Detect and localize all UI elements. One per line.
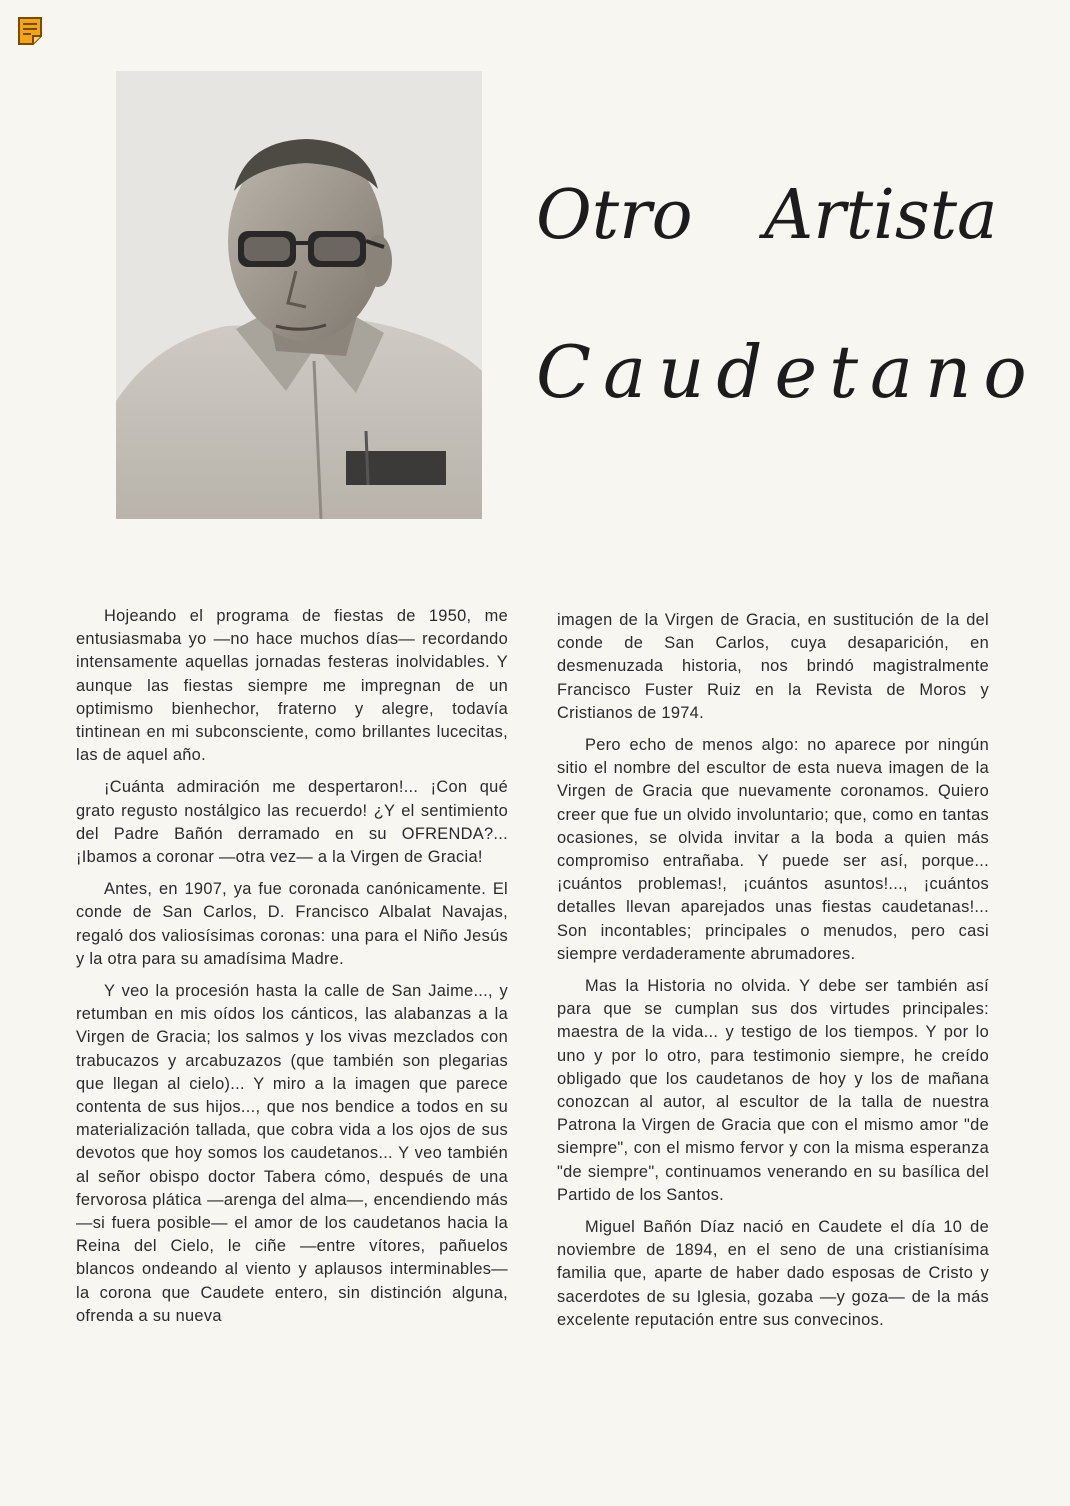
paragraph: Miguel Bañón Díaz nació en Caudete el día 10 de noviembre de 1894, en el seno de una cristianísima familia que, aparte de haber dado esposas de Cristo y sacerdotes de su Iglesia, gozaba —y goza— de la más excelente reputación entre sus convecinos. [557, 1218, 989, 1329]
paragraph: Y veo la procesión hasta la calle de San Jaime..., y retumban en mis oídos los cánticos, las alabanzas a la Virgen de Gracia; los salmos y los vivas mezclados con trabucazos y arcabuzazos (que también son plegarias que llegan al cielo)... Y miro a la imagen que parece contenta de sus hijos..., que nos bendice a todos en su materialización tallada, que cobra vida a los ojos de sus devotos que hoy somos los caudetanos... Y veo también al señor obispo doctor Tabera cómo, después de una fervorosa plática —arenga del alma—, encendiendo más —si fuera posible— el amor de los caudetanos hacia la Reina del Cielo, le ciñe —entre vítores, pañuelos blancos ondeando al viento y aplausos interminables— la corona que Caudete entero, sin distinción alguna, ofrenda a su nueva [76, 982, 508, 1325]
paragraph: ¡Cuánta admiración me despertaron!... ¡Con qué grato regusto nostálgico las recuerdo! ¿Y el sentimiento del Padre Bañón derramado en su OFRENDA?... ¡Ibamos a coronar —otra vez— a la Virgen de Gracia! [76, 778, 508, 867]
paragraph: Hojeando el programa de fiestas de 1950, me entusiasmaba yo —no hace muchos días— recordando intensamente aquellas jornadas festeras inolvidables. Y aunque las fiestas siempre me impregnan de un optimismo bienhechor, fraterno y alegre, todavía tintinean en mi subconsciente, como brillantes lucecitas, las de aquel año. [76, 607, 508, 765]
paragraph: imagen de la Virgen de Gracia, en sustitución de la del conde de San Carlos, cuya desaparición, en desmenuzada historia, nos brindó magistralmente Francisco Fuster Ruiz en la Revista de Moros y Cristianos de 1974. [557, 611, 989, 722]
paragraph: Mas la Historia no olvida. Y debe ser también así para que se cumplan sus dos virtudes principales: maestra de la vida... y testigo de los tiempos. Y por lo uno y por lo otro, para testimonio siempre, he creído obligado que los caudetanos de hoy y los de mañana conozcan al autor, al escultor de la talla de nuestra Patrona la Virgen de Gracia que con el mismo amor "de siempre", con el mismo fervor y con la misma esperanza "de siempre", continuamos venerando en su basílica del Partido de los Santos. [557, 977, 989, 1204]
portrait-photo [116, 71, 482, 519]
article-column-left [76, 605, 508, 1337]
paragraph: Antes, en 1907, ya fue coronada canónicamente. El conde de San Carlos, D. Francisco Albalat Navajas, regaló dos valiosísimas coronas: una para el Niño Jesús y la otra para su amadísima Madre. [76, 880, 508, 968]
article-title-line-1: Otro Artista [536, 176, 998, 255]
portrait-illustration [116, 71, 482, 519]
article-column-right [557, 609, 989, 1341]
note-icon[interactable] [17, 16, 43, 46]
article-title-line-2: Caudetano [536, 330, 1039, 414]
paragraph: Pero echo de menos algo: no aparece por ningún sitio el nombre del escultor de esta nueva imagen de la Virgen de Gracia que nuevamente coronamos. Quiero creer que fue un olvido involuntario; que, como en tantas ocasiones, se olvida invitar a la boda a quien más compromiso entrañaba. Y puede ser así, porque... ¡cuántos problemas!, ¡cuántos asuntos!..., ¡cuántos detalles llevan aparejados unas fiestas caudetanas!... Son incontables; principales o menudos, pero casi siempre verdaderamente abrumadores. [557, 736, 989, 963]
